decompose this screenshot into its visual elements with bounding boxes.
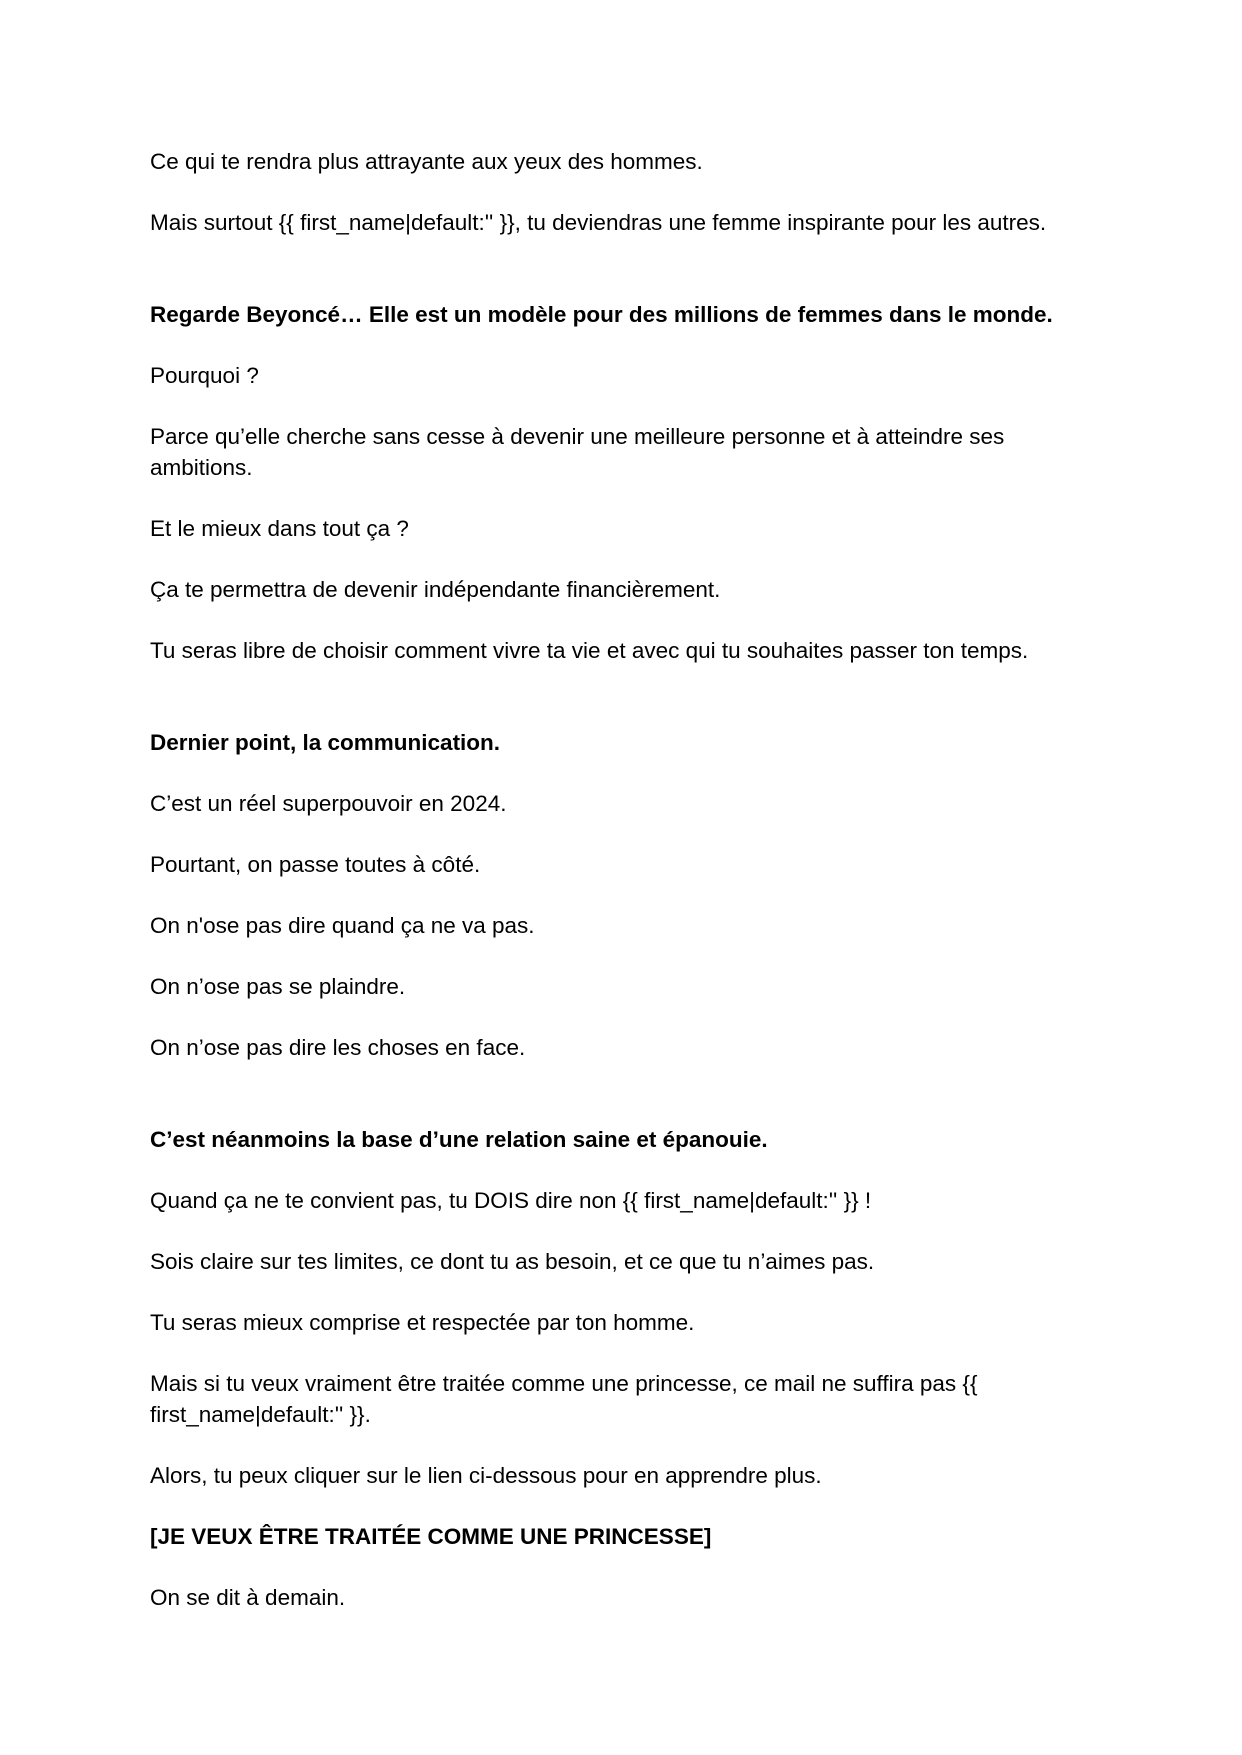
paragraph: Tu seras libre de choisir comment vivre ta vie et avec qui tu souhaites passer ton temps. [150, 638, 1029, 663]
paragraph: Pourquoi ? [150, 363, 259, 388]
paragraph: Mais si tu veux vraiment être traitée comme une princesse, ce mail ne suffira pas {{ first_name|default:'' }}. [150, 1371, 978, 1427]
paragraph: Sois claire sur tes limites, ce dont tu as besoin, et ce que tu n’aimes pas. [150, 1249, 875, 1274]
paragraph: On n’ose pas se plaindre. [150, 974, 406, 999]
closing-line: On se dit à demain. [150, 1585, 346, 1610]
paragraph: Et le mieux dans tout ça ? [150, 516, 409, 541]
paragraph: Quand ça ne te convient pas, tu DOIS dire non {{ first_name|default:'' }} ! [150, 1188, 872, 1213]
cta-link[interactable]: [JE VEUX ÊTRE TRAITÉE COMME UNE PRINCESSE] [150, 1524, 712, 1549]
paragraph: Pourtant, on passe toutes à côté. [150, 852, 481, 877]
paragraph: Mais surtout {{ first_name|default:'' }}, tu deviendras une femme inspirante pour les autres. [150, 210, 1047, 235]
section-heading-communication: Dernier point, la communication. [150, 730, 501, 755]
section-heading-beyonce: Regarde Beyoncé… Elle est un modèle pour des millions de femmes dans le monde. [150, 302, 1053, 327]
paragraph: Ce qui te rendra plus attrayante aux yeux des hommes. [150, 149, 703, 174]
paragraph: Tu seras mieux comprise et respectée par ton homme. [150, 1310, 695, 1335]
paragraph: Alors, tu peux cliquer sur le lien ci-dessous pour en apprendre plus. [150, 1463, 822, 1488]
document-body [150, 146, 1100, 1613]
paragraph: On n'ose pas dire quand ça ne va pas. [150, 913, 535, 938]
paragraph: On n’ose pas dire les choses en face. [150, 1035, 526, 1060]
paragraph: C’est un réel superpouvoir en 2024. [150, 791, 507, 816]
section-heading-relation: C’est néanmoins la base d’une relation saine et épanouie. [150, 1127, 768, 1152]
paragraph: Parce qu’elle cherche sans cesse à devenir une meilleure personne et à atteindre ses ambitions. [150, 424, 1005, 480]
paragraph: Ça te permettra de devenir indépendante financièrement. [150, 577, 721, 602]
